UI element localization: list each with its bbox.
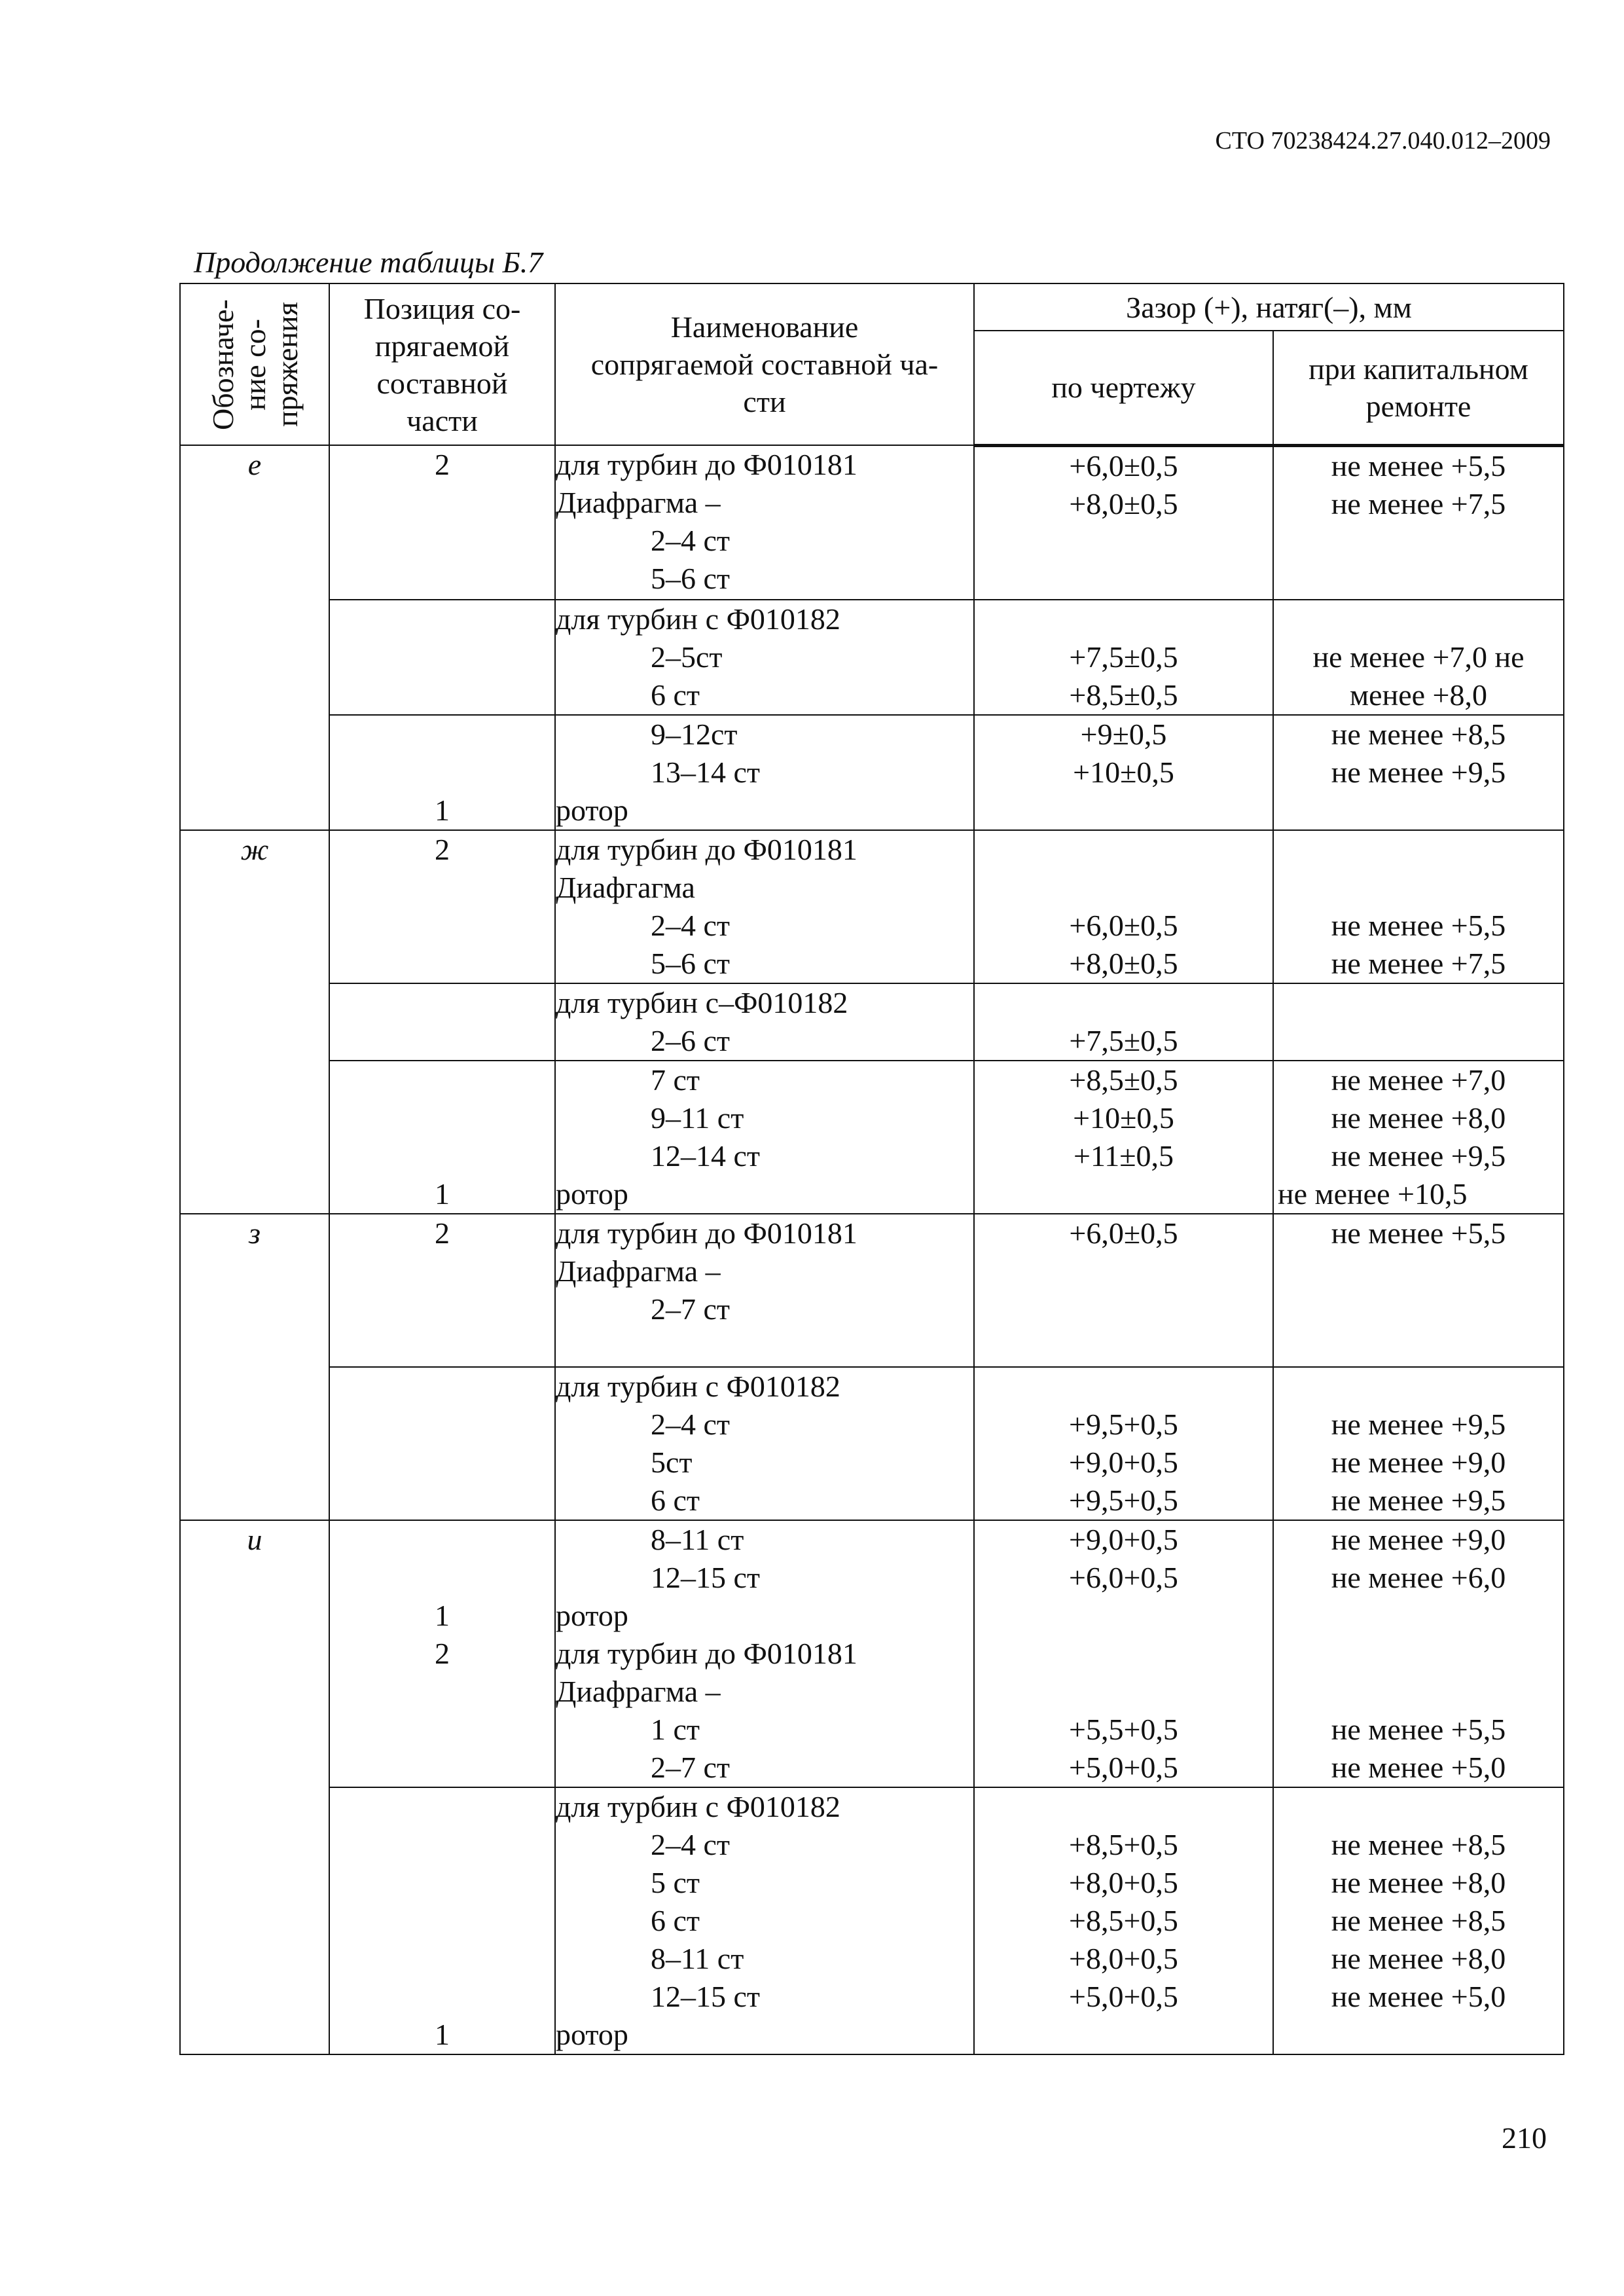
name-line: 2–5ст — [651, 640, 723, 674]
header-position-line: прягаемой — [374, 329, 510, 363]
overhaul-line: не менее +5,0 — [1331, 1979, 1506, 2013]
name-line: 9–12ст — [651, 717, 738, 751]
position-line — [330, 600, 554, 638]
name-line: 8–11 ст — [651, 1941, 744, 1975]
name-line: Диафрагма – — [556, 486, 721, 519]
header-at-overhaul-line: ремонте — [1365, 389, 1471, 423]
header-mark-line: Обозначе- — [206, 299, 240, 430]
table-row — [180, 1520, 1564, 1787]
drawing-line: +8,0+0,5 — [1069, 1941, 1178, 1975]
drawing-cell — [974, 715, 1273, 830]
position-line — [330, 1252, 554, 1290]
name-line: 6 ст — [651, 678, 700, 712]
overhaul-line: не менее +8,5 — [1331, 1827, 1506, 1861]
drawing-line — [975, 523, 1272, 561]
drawing-line: +6,0±0,5 — [1069, 448, 1178, 483]
position-line — [330, 1521, 554, 1559]
drawing-line — [975, 1252, 1272, 1290]
drawing-line: +8,5±0,5 — [1069, 678, 1178, 712]
drawing-line — [975, 1673, 1272, 1711]
position-line — [330, 638, 554, 676]
name-line: 6 ст — [651, 1483, 700, 1517]
drawing-line: +7,5±0,5 — [1069, 640, 1178, 674]
drawing-line: +8,0±0,5 — [1069, 486, 1178, 520]
overhaul-line — [1274, 1673, 1563, 1711]
name-line: 7 ст — [651, 1063, 700, 1097]
table-row — [180, 445, 1564, 600]
drawing-line: +11±0,5 — [1074, 1139, 1174, 1173]
overhaul-cell — [1273, 1367, 1564, 1520]
overhaul-cell — [1273, 1061, 1564, 1214]
header-by-drawing: по чертежу — [974, 331, 1273, 445]
overhaul-line: не менее +8,0 — [1331, 1941, 1506, 1975]
header-at-overhaul-line: при капитальном — [1308, 352, 1528, 386]
name-cell — [555, 445, 974, 600]
drawing-line: +9,0+0,5 — [1069, 1522, 1178, 1556]
position-line — [330, 1290, 554, 1328]
drawing-line — [975, 1290, 1272, 1328]
position-line: 2 — [435, 832, 450, 866]
overhaul-cell — [1273, 1787, 1564, 2054]
position-cell — [329, 830, 555, 983]
table-caption: Продолжение таблицы Б.7 — [194, 246, 543, 279]
header-position-line: Позиция со- — [363, 291, 521, 325]
mark-cell: ж — [180, 830, 329, 1214]
overhaul-line: менее +8,0 — [1350, 678, 1487, 712]
name-line: 8–11 ст — [651, 1522, 744, 1556]
name-line: Диафрагма – — [556, 1674, 721, 1708]
drawing-line: +6,0±0,5 — [1069, 908, 1178, 942]
table-row — [180, 600, 1564, 715]
position-line — [330, 1673, 554, 1711]
position-line — [330, 1061, 554, 1099]
overhaul-line: не менее +5,5 — [1331, 908, 1506, 942]
position-line — [330, 1826, 554, 1864]
drawing-line — [975, 1597, 1272, 1635]
drawing-line: +6,0±0,5 — [1069, 1216, 1178, 1250]
name-line: для турбин до Ф010181 — [556, 1636, 857, 1670]
position-line — [330, 1482, 554, 1520]
drawing-line — [975, 792, 1272, 829]
name-line: 12–15 ст — [651, 1560, 761, 1594]
drawing-line: +8,0+0,5 — [1069, 1865, 1178, 1899]
position-cell — [329, 715, 555, 830]
name-cell — [555, 830, 974, 983]
name-line: ротор — [556, 1598, 628, 1632]
position-line: 2 — [435, 448, 450, 481]
drawing-cell — [974, 830, 1273, 983]
drawing-line: +9,0+0,5 — [1069, 1445, 1178, 1479]
name-line: 5–6 ст — [651, 562, 731, 595]
drawing-line — [975, 1788, 1272, 1826]
position-cell — [329, 445, 555, 600]
drawing-line — [975, 600, 1272, 638]
overhaul-line: не менее +5,0 — [1331, 1750, 1506, 1784]
overhaul-line — [1274, 1290, 1563, 1328]
header-position-line: части — [406, 403, 478, 437]
overhaul-cell — [1273, 715, 1564, 830]
drawing-line: +8,5+0,5 — [1069, 1827, 1178, 1861]
overhaul-cell — [1273, 983, 1564, 1061]
name-line: 5 ст — [651, 1865, 700, 1899]
overhaul-line: не менее +8,0 — [1331, 1101, 1506, 1135]
header-mark-line: ние со- — [238, 318, 272, 410]
position-cell — [329, 1520, 555, 1787]
name-line: 13–14 ст — [651, 755, 761, 789]
overhaul-line: не менее +7,0 не — [1312, 640, 1525, 674]
drawing-cell — [974, 1520, 1273, 1787]
overhaul-line: не менее +7,5 — [1331, 946, 1506, 980]
position-cell — [329, 600, 555, 715]
position-line: 1 — [435, 1598, 450, 1632]
header-mark — [180, 283, 329, 445]
drawing-line: +6,0+0,5 — [1069, 1560, 1178, 1594]
table-row — [180, 830, 1564, 983]
position-cell — [329, 1061, 555, 1214]
drawing-line — [975, 1635, 1272, 1673]
overhaul-line — [1274, 2016, 1563, 2054]
position-line: 2 — [435, 1636, 450, 1670]
position-line — [330, 1902, 554, 1940]
name-line: для турбин с Ф010182 — [556, 1369, 840, 1403]
name-line: 12–14 ст — [651, 1139, 761, 1173]
drawing-line — [975, 984, 1272, 1022]
position-line — [330, 869, 554, 907]
table-row — [180, 1061, 1564, 1214]
position-line — [330, 945, 554, 983]
name-cell — [555, 600, 974, 715]
name-cell — [555, 715, 974, 830]
drawing-line: +5,0+0,5 — [1069, 1750, 1178, 1784]
drawing-line: +8,5±0,5 — [1069, 1063, 1178, 1097]
overhaul-line — [1274, 1252, 1563, 1290]
name-line: 2–4 ст — [651, 1407, 731, 1441]
overhaul-cell — [1273, 830, 1564, 983]
position-line — [330, 560, 554, 598]
position-line — [330, 1099, 554, 1137]
overhaul-line: не менее +9,0 — [1331, 1522, 1506, 1556]
name-line: для турбин с Ф010182 — [556, 1789, 840, 1823]
table-row — [180, 715, 1564, 830]
drawing-line — [975, 561, 1272, 599]
position-line — [330, 716, 554, 754]
table-row — [180, 1214, 1564, 1367]
header-mark-line: пряжения — [270, 302, 304, 427]
overhaul-line: не менее +9,5 — [1331, 1407, 1506, 1441]
header-at-overhaul — [1273, 331, 1564, 445]
name-line: Диафрагма – — [556, 1254, 721, 1288]
overhaul-line — [1274, 561, 1563, 599]
header-position — [329, 283, 555, 445]
name-line: 1 ст — [651, 1712, 700, 1746]
header-name-line: Наименование — [670, 310, 859, 344]
overhaul-line: не менее +7,5 — [1331, 486, 1506, 520]
overhaul-line: не менее +7,0 — [1331, 1063, 1506, 1097]
overhaul-line — [1274, 792, 1563, 829]
overhaul-line — [1274, 1022, 1563, 1060]
drawing-line — [975, 1175, 1272, 1213]
name-line: 12–15 ст — [651, 1979, 761, 2013]
overhaul-line: не менее +5,5 — [1331, 1712, 1506, 1746]
name-line — [556, 1328, 973, 1366]
position-line — [330, 1444, 554, 1482]
name-cell — [555, 983, 974, 1061]
name-line: 5ст — [651, 1445, 693, 1479]
overhaul-line: не менее +9,5 — [1331, 1139, 1506, 1173]
drawing-line: +10±0,5 — [1073, 755, 1174, 789]
drawing-cell — [974, 983, 1273, 1061]
overhaul-line — [1274, 984, 1563, 1022]
name-line: 2–7 ст — [651, 1292, 731, 1326]
mark-cell: з — [180, 1214, 329, 1520]
name-cell — [555, 1214, 974, 1367]
name-line: 2–6 ст — [651, 1023, 731, 1057]
position-line — [330, 1406, 554, 1444]
overhaul-line: не менее +8,5 — [1331, 1903, 1506, 1937]
header-name-line: сти — [743, 385, 786, 418]
position-line — [330, 1368, 554, 1406]
overhaul-line: не менее +9,5 — [1331, 755, 1506, 789]
position-cell — [329, 983, 555, 1061]
position-line — [330, 907, 554, 945]
name-line: 5–6 ст — [651, 946, 731, 980]
name-line: ротор — [556, 1176, 628, 1211]
name-line: 2–4 ст — [651, 524, 731, 557]
position-line — [330, 1749, 554, 1787]
drawing-line — [975, 1328, 1272, 1366]
position-cell — [329, 1787, 555, 2054]
position-line — [330, 522, 554, 560]
drawing-line: +5,5+0,5 — [1069, 1712, 1178, 1746]
position-line: 2 — [435, 1216, 450, 1250]
position-line — [330, 1022, 554, 1060]
header-position-line: составной — [376, 366, 508, 400]
drawing-line: +9,5+0,5 — [1069, 1483, 1178, 1517]
drawing-cell — [974, 1367, 1273, 1520]
overhaul-line: не менее +6,0 — [1331, 1560, 1506, 1594]
drawing-line — [975, 2016, 1272, 2054]
overhaul-line: не менее +9,0 — [1331, 1445, 1506, 1479]
name-line: ротор — [556, 2017, 628, 2051]
overhaul-line: не менее +10,5 — [1278, 1176, 1468, 1211]
drawing-cell — [974, 1787, 1273, 2054]
overhaul-line — [1274, 1597, 1563, 1635]
drawing-cell — [974, 1214, 1273, 1367]
drawing-line: +9±0,5 — [1080, 717, 1167, 751]
header-gap: Зазор (+), натяг(–), мм — [974, 283, 1564, 331]
name-cell — [555, 1520, 974, 1787]
name-cell — [555, 1787, 974, 2054]
header-mark-text — [207, 287, 303, 442]
name-line: для турбин до Ф010181 — [556, 832, 857, 866]
document-code: СТО 70238424.27.040.012–2009 — [1215, 127, 1551, 155]
overhaul-line — [1274, 1635, 1563, 1673]
mark-cell: и — [180, 1520, 329, 2054]
name-line: Диафгагма — [556, 870, 695, 904]
position-line: 1 — [435, 2017, 450, 2051]
position-line — [330, 1978, 554, 2016]
name-line: 2–4 ст — [651, 1827, 731, 1861]
drawing-line — [975, 869, 1272, 907]
table-row — [180, 983, 1564, 1061]
drawing-line: +8,5+0,5 — [1069, 1903, 1178, 1937]
name-cell — [555, 1061, 974, 1214]
position-line — [330, 1328, 554, 1366]
overhaul-line — [1274, 1328, 1563, 1366]
overhaul-line: не менее +8,5 — [1331, 717, 1506, 751]
drawing-line: +10±0,5 — [1073, 1101, 1174, 1135]
page-number: 210 — [1502, 2121, 1547, 2155]
position-line — [330, 1864, 554, 1902]
drawing-cell — [974, 1061, 1273, 1214]
table-body — [180, 445, 1564, 2054]
name-line: 6 ст — [651, 1903, 700, 1937]
name-line: для турбин с Ф010182 — [556, 602, 840, 636]
position-line — [330, 984, 554, 1022]
name-line: для турбин до Ф010181 — [556, 1216, 857, 1250]
position-line — [330, 754, 554, 792]
table-row — [180, 1787, 1564, 2054]
overhaul-line: не менее +9,5 — [1331, 1483, 1506, 1517]
position-line — [330, 484, 554, 522]
overhaul-line: не менее +8,0 — [1331, 1865, 1506, 1899]
overhaul-line: не менее +5,5 — [1331, 448, 1506, 483]
overhaul-line — [1274, 1788, 1563, 1826]
header-name-line: сопрягаемой составной ча- — [590, 348, 939, 381]
position-line — [330, 1559, 554, 1597]
name-line: 2–7 ст — [651, 1750, 731, 1784]
drawing-line: +9,5+0,5 — [1069, 1407, 1178, 1441]
fit-clearance-table — [179, 283, 1564, 2055]
name-line: для турбин до Ф010181 — [556, 448, 857, 481]
position-line — [330, 1788, 554, 1826]
drawing-line: +5,0+0,5 — [1069, 1979, 1178, 2013]
drawing-cell — [974, 600, 1273, 715]
drawing-line — [975, 1368, 1272, 1406]
position-line: 1 — [435, 1176, 450, 1211]
overhaul-line: не менее +5,5 — [1331, 1216, 1506, 1250]
overhaul-line — [1274, 1368, 1563, 1406]
drawing-line: +7,5±0,5 — [1069, 1023, 1178, 1057]
position-line — [330, 1711, 554, 1749]
name-cell — [555, 1367, 974, 1520]
drawing-line: +8,0±0,5 — [1069, 946, 1178, 980]
position-line — [330, 1137, 554, 1175]
name-line: ротор — [556, 793, 628, 827]
overhaul-line — [1274, 523, 1563, 561]
overhaul-line — [1274, 831, 1563, 869]
overhaul-cell — [1273, 445, 1564, 600]
header-name — [555, 283, 974, 445]
overhaul-line — [1274, 600, 1563, 638]
position-cell — [329, 1367, 555, 1520]
name-line: 2–4 ст — [651, 908, 731, 942]
overhaul-line — [1274, 869, 1563, 907]
name-line: для турбин с–Ф010182 — [556, 985, 848, 1019]
position-line — [330, 676, 554, 714]
drawing-cell — [974, 445, 1273, 600]
name-line: 9–11 ст — [651, 1101, 744, 1135]
mark-cell: е — [180, 445, 329, 830]
position-line — [330, 1940, 554, 1978]
position-line: 1 — [435, 793, 450, 827]
drawing-line — [975, 831, 1272, 869]
position-cell — [329, 1214, 555, 1367]
overhaul-cell — [1273, 1214, 1564, 1367]
overhaul-cell — [1273, 600, 1564, 715]
table-row — [180, 1367, 1564, 1520]
overhaul-cell — [1273, 1520, 1564, 1787]
